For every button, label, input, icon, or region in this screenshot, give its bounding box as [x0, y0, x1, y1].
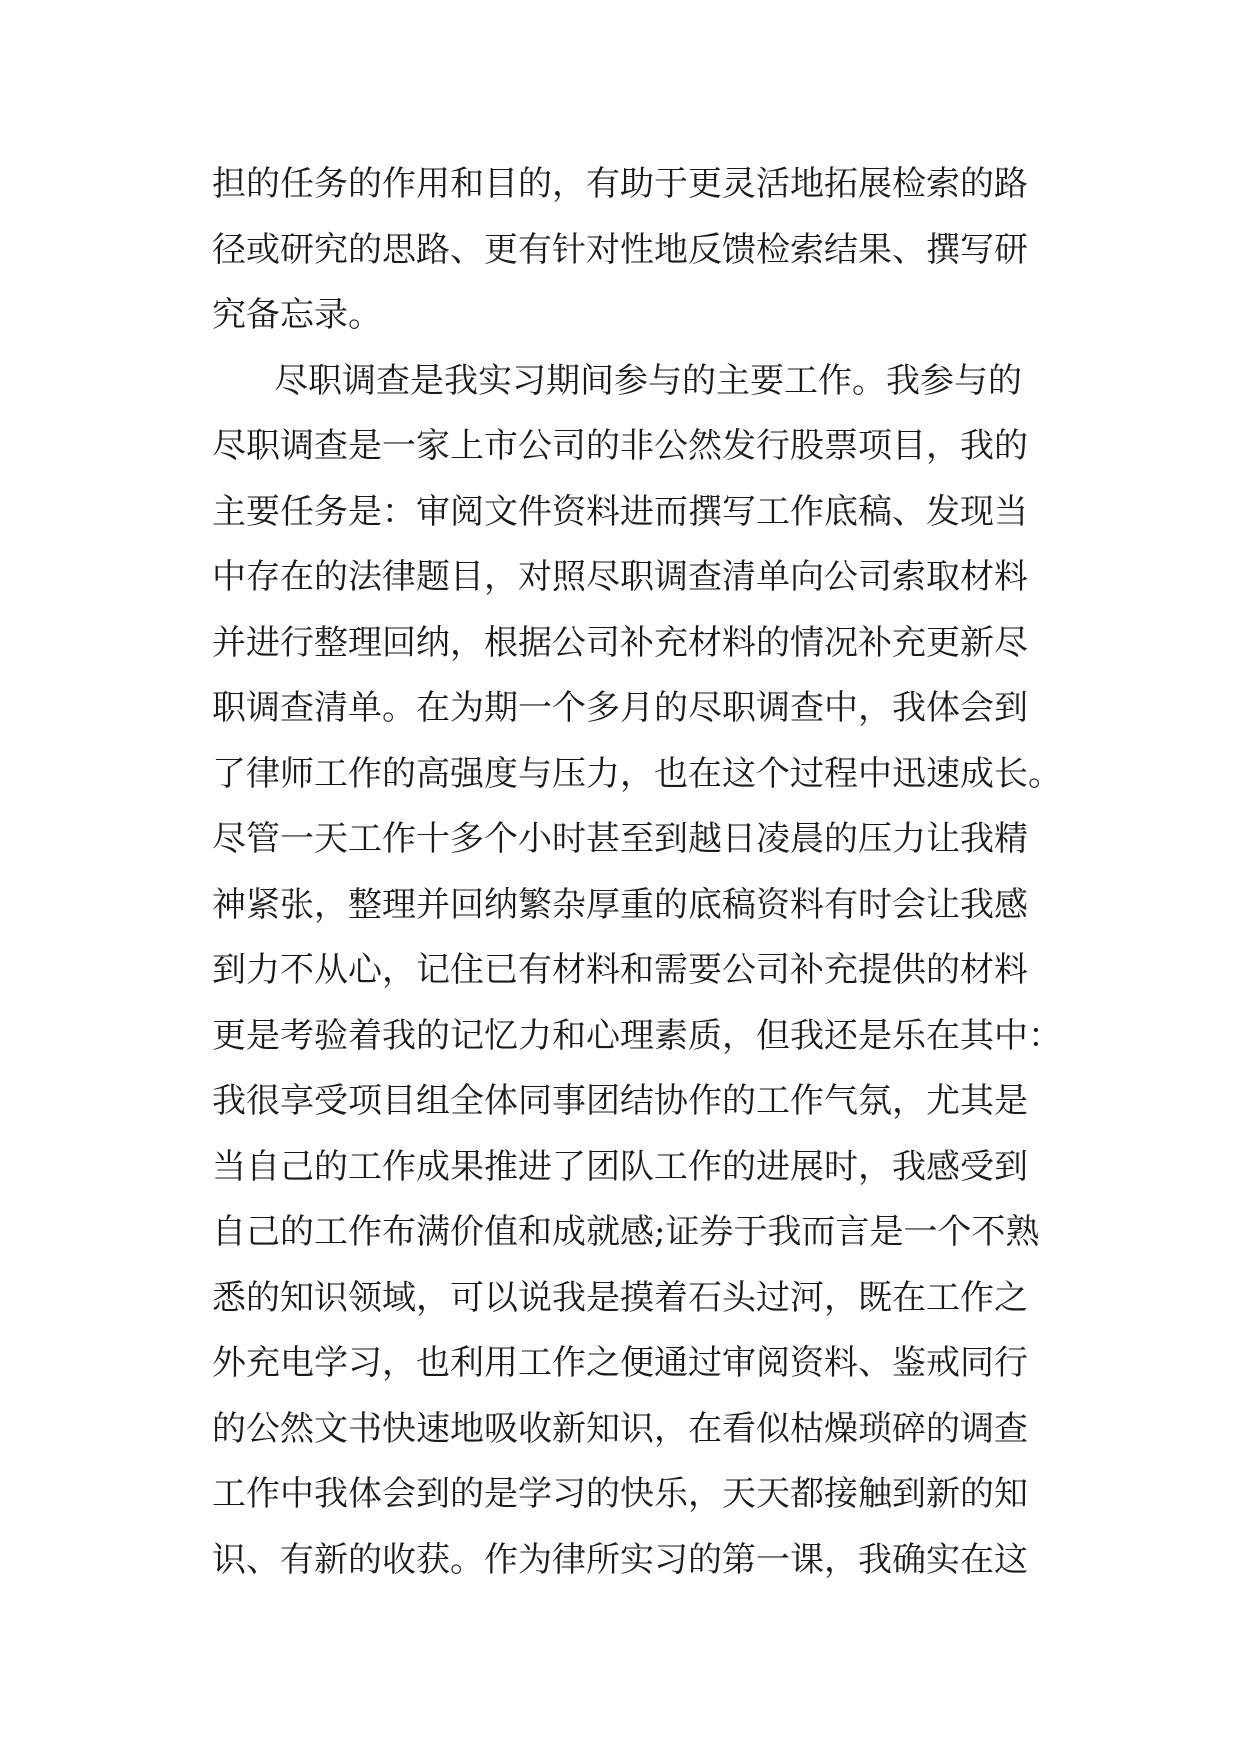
body-text	[212, 152, 1092, 1593]
text-line: 神紧张，整理并回纳繁杂厚重的底稿资料有时会让我感	[212, 884, 1028, 925]
text-line: 当自己的工作成果推进了团队工作的进展时，我感受到	[212, 1146, 1028, 1187]
text-line: 工作中我体会到的是学习的快乐，天天都接触到新的知	[212, 1474, 1028, 1514]
text-line: 外充电学习，也利用工作之便通过审阅资料、鉴戒同行	[212, 1343, 1028, 1383]
text-line: 担的任务的作用和目的，有助于更灵活地拓展检索的路	[212, 164, 1028, 204]
text-line: 的公然文书快速地吸收新知识，在看似枯燥琐碎的调查	[212, 1408, 1028, 1449]
text-line: 尽职调查是一家上市公司的非公然发行股票项目，我的	[212, 426, 1028, 466]
text-line: 职调查清单。在为期一个多月的尽职调查中，我体会到	[212, 688, 1028, 728]
text-line: 到力不从心，记住已有材料和需要公司补充提供的材料	[212, 950, 1028, 990]
text-line: 究备忘录。	[212, 295, 382, 335]
text-line: 识、有新的收获。作为律所实习的第一课，我确实在这	[212, 1539, 1028, 1580]
text-line: 了律师工作的高强度与压力，也在这个过程中迅速成长。	[212, 753, 1062, 794]
text-line: 自己的工作布满价值和成就感;证券于我而言是一个不熟	[212, 1212, 1040, 1252]
text-line: 尽管一天工作十多个小时甚至到越日凌晨的压力让我精	[212, 819, 1028, 859]
text-line: 主要任务是：审阅文件资料进而撰写工作底稿、发现当	[212, 491, 1028, 532]
text-line: 更是考验着我的记忆力和心理素质，但我还是乐在其中：	[212, 1015, 1062, 1056]
text-line: 悉的知识领域，可以说我是摸着石头过河，既在工作之	[212, 1277, 1028, 1318]
text-line: 并进行整理回纳，根据公司补充材料的情况补充更新尽	[212, 622, 1028, 663]
text-line: 径或研究的思路、更有针对性地反馈检索结果、撰写研	[212, 229, 1028, 270]
text-line: 中存在的法律题目，对照尽职调查清单向公司索取材料	[212, 557, 1028, 597]
text-line: 尽职调查是我实习期间参与的主要工作。我参与的	[274, 360, 1022, 401]
text-line: 我很享受项目组全体同事团结协作的工作气氛，尤其是	[212, 1081, 1028, 1121]
